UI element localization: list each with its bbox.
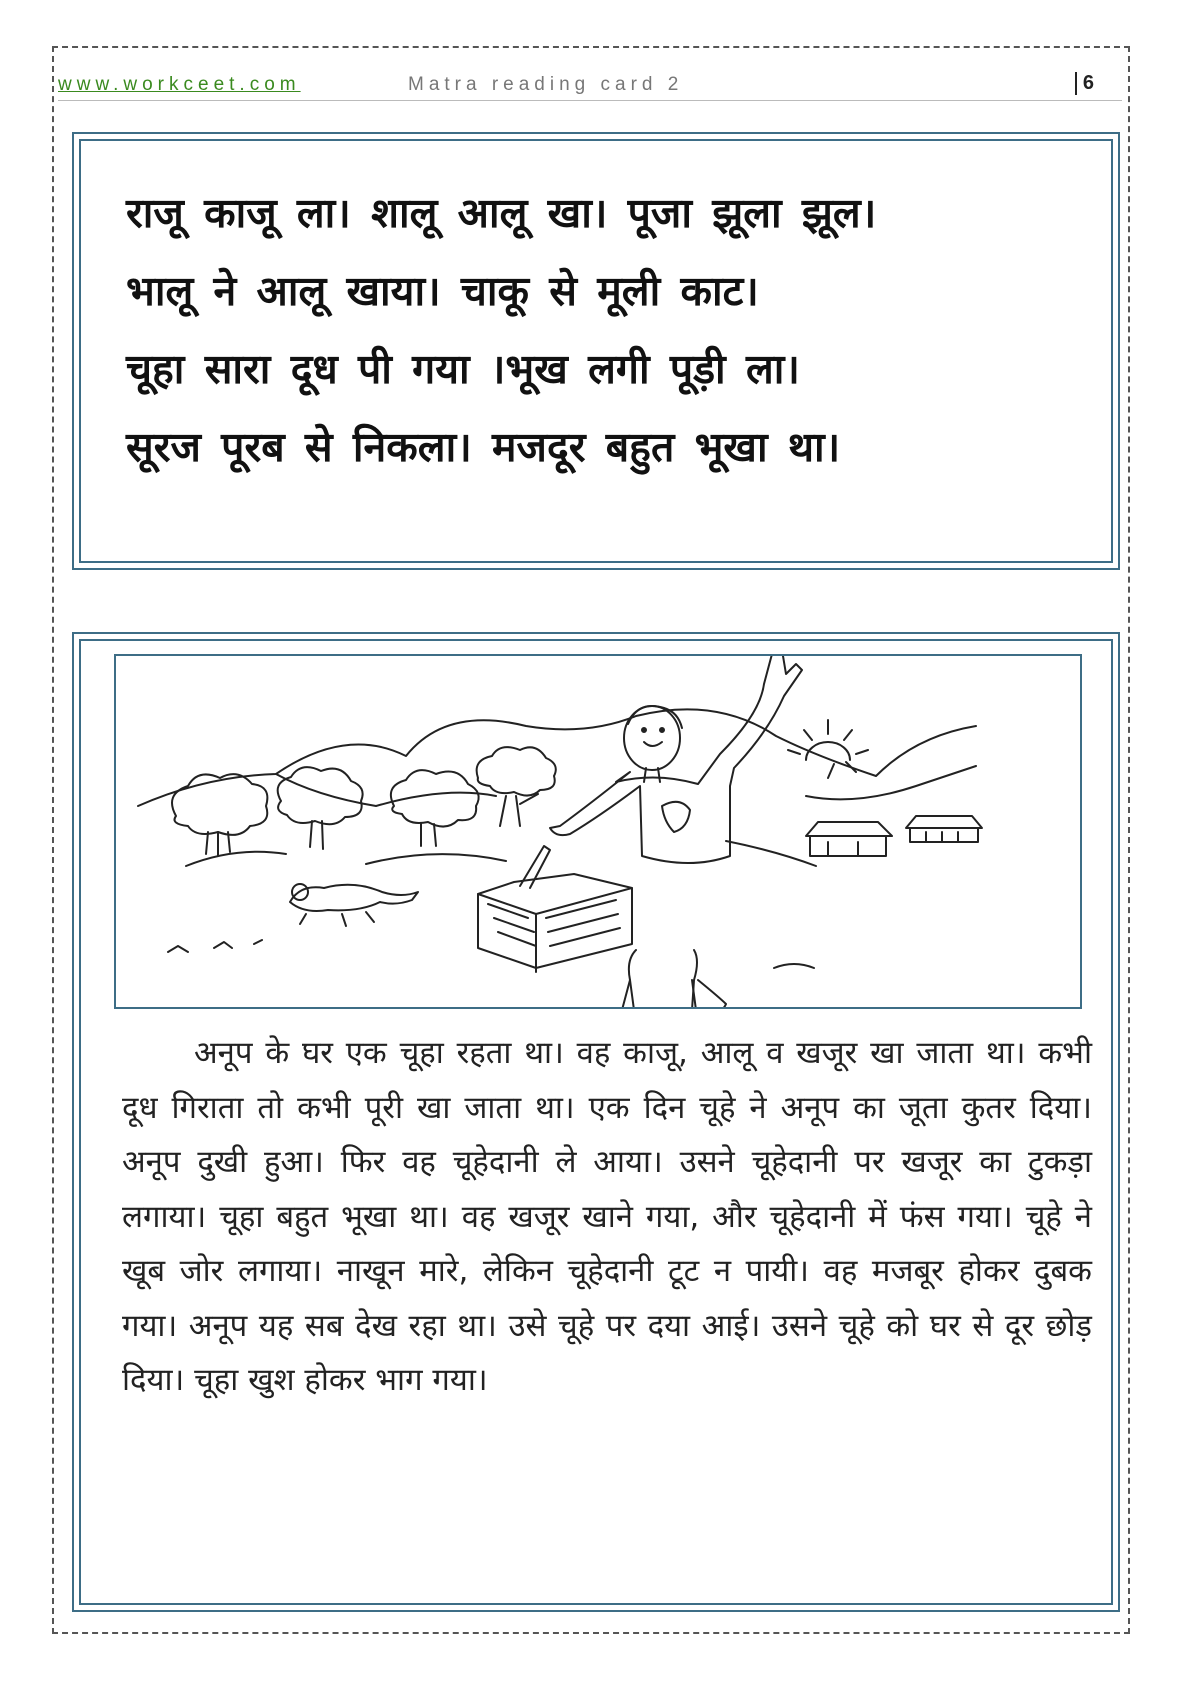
story-illustration xyxy=(116,656,1080,1007)
header-divider xyxy=(58,100,1122,101)
sentence-list xyxy=(126,174,1086,486)
story-paragraph: अनूप के घर एक चूहा रहता था। वह काजू, आलू व खजूर खा जाता था। कभी दूध गिराता तो कभी पूरी खा जाता था। एक दिन चूहे ने अनूप का जूता कुतर दिया। अनूप दुखी हुआ। फिर वह चूहेदानी ले आया। उसने चूहेदानी पर खजूर का टुकड़ा लगाया। चूहा बहुत भूखा था। वह खजूर खाने गया, और चूहेदानी में फंस गया। चूहे ने खूब जोर लगाया। नाखून मारे, लेकिन चूहेदानी टूट न पायी। वह मजबूर होकर दुबक गया। अनूप यह सब देख रहा था। उसे चूहे पर दया आई। उसने चूहे को घर से दूर छोड़ दिया। चूहा खुश होकर भाग गया। xyxy=(122,1035,1092,1398)
trees xyxy=(172,747,556,856)
sentences-box xyxy=(72,132,1120,570)
page-header xyxy=(58,70,1122,104)
sentence-line-2: भालू ने आलू खाया। चाकू से मूली काट। xyxy=(126,267,759,315)
sentence-line-1: राजू काजू ला। शालू आलू खा। पूजा झूला झूल। xyxy=(126,189,877,237)
story-illustration-frame xyxy=(114,654,1082,1009)
page-number: 6 xyxy=(1075,72,1094,95)
site-link[interactable]: www.workceet.com xyxy=(58,74,301,95)
basket xyxy=(478,846,632,972)
story-box xyxy=(72,632,1120,1612)
mouse xyxy=(290,884,418,926)
document-title: Matra reading card 2 xyxy=(408,74,684,95)
houses xyxy=(806,816,982,856)
sentence-line-4: सूरज पूरब से निकला। मजदूर बहुत भूखा था। xyxy=(126,423,841,471)
sentence-line-3: चूहा सारा दूध पी गया ।भूख लगी पूड़ी ला। xyxy=(126,345,800,393)
